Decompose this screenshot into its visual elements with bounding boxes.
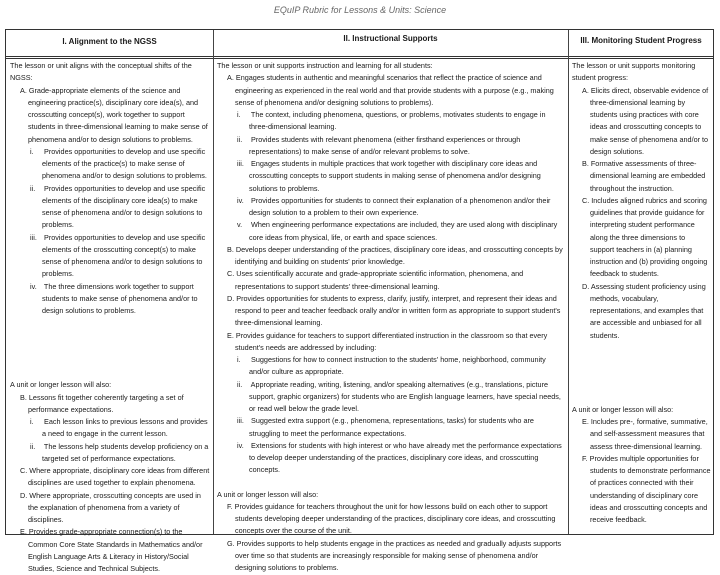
item-text: Engages students in multiple practices that work together with disciplinary core ideas and crosscutting concepts to support students in making sense of phenomena and/or designing solutions to problems. — [249, 159, 541, 193]
criterion-item — [225, 293, 565, 330]
criterion-item — [580, 158, 711, 195]
item-text: The context, including phenomena, questions, or problems, motivates students to engage in three-dimensional learning. — [249, 110, 546, 132]
item-label: ii. — [237, 134, 243, 144]
item-text: Includes aligned rubrics and scoring guidelines that provide guidance for interpreting student performance along the three dimensions to support teachers in (a) planning instruction and (b) providing ongoing feedback to students. — [590, 195, 708, 279]
item-text: Provides multiple opportunities for students to demonstrate performance of practices connected with their understanding of disciplinary core ideas and crosscutting concepts and receive feedback. — [589, 453, 711, 524]
item-text: Suggested extra support (e.g., phenomena, representations, tasks) for students who are struggling to meet the performance expectations. — [249, 416, 534, 438]
item-text: Includes pre-, formative, summative, and self-assessment measures that assess three-dimensional learning. — [590, 417, 708, 451]
item-text: The lesson or unit supports instruction and learning for all students: — [217, 61, 433, 70]
criterion-item — [237, 158, 565, 195]
item-text: Provides opportunities for students to connect their explanation of a phenomenon and/or their design solution to a problem to their own experience. — [249, 195, 551, 217]
criterion-item — [580, 453, 711, 527]
criterion-item — [237, 440, 565, 477]
criterion-item — [225, 501, 565, 538]
item-label: iv. — [30, 281, 37, 291]
item-label: i. — [30, 146, 34, 156]
item-text: Elicits direct, observable evidence of three-dimensional learning by students using practices with core ideas and crosscutting concepts to make sense of phenomena and/or to design solutions. — [590, 85, 709, 156]
item-label: F. — [227, 501, 233, 511]
item-label: D. — [227, 293, 235, 303]
item-label: iii. — [237, 159, 244, 168]
instructional-supports-column — [217, 60, 565, 574]
item-label: F. — [582, 453, 588, 463]
item-label: D. — [20, 490, 28, 500]
criterion-item — [18, 85, 210, 146]
item-text: Engages students in authentic and meaningful scenarios that reflect the practice of science and engineering as experienced in the real world and that provide students with a purpose (e.g., making sense of phenomena and/or designing solutions to problems). — [235, 73, 554, 107]
item-text: Provides supports to help students engage in the practices as needed and gradually adjusts supports over time so that students are increasingly responsible for making sense of phenomena and/or designing solutions to problems. — [235, 538, 562, 572]
item-label: ii. — [30, 441, 36, 451]
item-text: Provides students with relevant phenomena (either firsthand experiences or through representations) to make sense of and/or relevant problems to solve. — [249, 134, 521, 156]
item-label: A. — [20, 85, 27, 95]
item-text: Lessons fit together coherently targeting a set of performance expectations. — [28, 392, 184, 414]
alignment-column — [10, 60, 210, 575]
item-text: Assessing student proficiency using methods, vocabulary, representations, and examples that are accessible and unbiased for all students. — [590, 281, 706, 340]
item-label: iv. — [237, 440, 244, 450]
criterion-item — [18, 526, 210, 575]
criterion-item — [225, 330, 565, 355]
criterion-item — [237, 379, 565, 416]
item-text: Each lesson links to previous lessons and provides a need to engage in the current lesson. — [42, 417, 208, 439]
item-label: i. — [30, 417, 34, 426]
criterion-item — [580, 416, 711, 453]
item-text: Grade-appropriate elements of the science and engineering practice(s), disciplinary core idea(s), and crosscutting concept(s), work together to support students in three-dimensional learning to make sense of phenomena and/or to design solutions to problems. — [28, 85, 208, 144]
criterion-item — [237, 134, 565, 159]
item-label: E. — [227, 330, 234, 340]
item-text: Provides opportunities to develop and use specific elements of the disciplinary core idea(s) to make sense of phenomena and/or to design solutions to problems. — [42, 183, 206, 230]
column-divider — [213, 30, 214, 534]
rubric-table — [5, 29, 714, 573]
item-text: Provides guidance for teachers to support differentiated instruction in the classroom so that every student's needs are addressed by including: — [235, 330, 548, 352]
header-row — [6, 30, 713, 59]
item-label: ii. — [237, 379, 243, 389]
section-subheading — [10, 379, 210, 391]
criterion-item — [225, 538, 565, 575]
criterion-item — [225, 72, 565, 109]
header-monitoring-progress: III. Monitoring Student Progress — [580, 36, 702, 45]
item-text: Provides opportunities for students to express, clarify, justify, interpret, and represent their ideas and respond to peer and teacher feedback orally and/or in written form as appropriate to support student's three-dimensional learning. — [235, 293, 561, 328]
item-text: Suggestions for how to connect instruction to the students' home, neighborhood, community and/or culture as appropriate. — [249, 355, 546, 377]
column-divider — [568, 30, 569, 534]
section-intro — [217, 60, 565, 72]
document-title: EQuIP Rubric for Lessons & Units: Science — [273, 5, 447, 15]
item-label: v. — [237, 220, 243, 230]
criterion-item — [580, 195, 711, 281]
item-label: iii. — [30, 232, 37, 242]
criterion-item — [30, 183, 210, 232]
item-label: B. — [20, 392, 27, 402]
item-text: A unit or longer lesson will also: — [217, 489, 319, 499]
item-label: ii. — [30, 183, 36, 193]
section-subheading — [217, 489, 565, 501]
header-instructional-supports: II. Instructional Supports — [343, 34, 438, 43]
item-label: G. — [227, 538, 235, 548]
item-label: iv. — [237, 195, 244, 205]
item-label: C. — [20, 466, 28, 475]
criterion-item — [30, 441, 210, 466]
criterion-item — [18, 465, 210, 490]
criterion-item — [30, 281, 210, 318]
item-text: Provides grade-appropriate connection(s) to the Common Core State Standards in Mathematics and/or English Language Arts & Literacy in History/Social Studies, Science and Technical Subjects. — [28, 527, 203, 573]
criterion-item — [225, 268, 565, 293]
header-alignment: I. Alignment to the NGSS — [62, 37, 157, 46]
item-text: Provides guidance for teachers throughout the unit for how lessons build on each other to support students developing deeper understanding of the practices, disciplinary core ideas, and crosscutting concepts over the course of the unit. — [234, 501, 556, 536]
criterion-item — [30, 416, 210, 441]
criterion-item — [18, 392, 210, 417]
item-text: Where appropriate, disciplinary core ideas from different disciplines are used together to explain phenomena. — [28, 466, 210, 488]
section-intro — [10, 60, 210, 85]
criterion-item — [237, 109, 565, 134]
item-text: Develops deeper understanding of the practices, disciplinary core ideas, and crosscutting concepts by identifying and building on students' prior knowledge. — [235, 244, 563, 266]
item-text: Provides opportunities to develop and use specific elements of the practice(s) to make sense of phenomena and/or to design solutions to problems. — [42, 146, 207, 181]
item-label: D. — [582, 281, 590, 291]
item-text: Formative assessments of three-dimensional learning are embedded throughout the instruction. — [590, 159, 706, 193]
criterion-item — [237, 354, 565, 379]
item-text: The lesson or unit supports monitoring student progress: — [572, 61, 696, 83]
item-label: B. — [582, 159, 589, 168]
criterion-item — [580, 281, 711, 342]
criterion-item — [237, 195, 565, 220]
item-label: E. — [582, 417, 589, 426]
section-subheading — [572, 404, 711, 416]
monitoring-column — [572, 60, 711, 526]
criterion-item — [237, 219, 565, 244]
criterion-item — [30, 146, 210, 183]
criterion-item — [225, 244, 565, 269]
criterion-item — [580, 85, 711, 159]
item-text: Appropriate reading, writing, listening, and/or speaking alternatives (e.g., translations, picture support, graphic organizers) for students who are English language learners, have special needs, or read well below the grade level. — [249, 379, 561, 413]
item-label: i. — [237, 355, 241, 364]
item-text: The lesson or unit aligns with the conceptual shifts of the NGSS: — [10, 61, 192, 83]
item-text: The lessons help students develop proficiency on a targeted set of performance expectations. — [42, 441, 209, 463]
item-label: E. — [20, 527, 27, 537]
item-label: A. — [227, 73, 234, 83]
item-text: A unit or longer lesson will also: — [10, 380, 112, 390]
item-text: The three dimensions work together to support students to make sense of phenomena and/or to design solutions to problems. — [42, 281, 198, 315]
item-label: iii. — [237, 416, 244, 426]
section-intro — [572, 60, 711, 85]
item-label: C. — [582, 195, 590, 205]
criterion-item — [30, 232, 210, 281]
item-text: A unit or longer lesson will also: — [572, 404, 674, 414]
item-text: Uses scientifically accurate and grade-appropriate scientific information, phenomena, and representations to support students' three-dimensional learning. — [235, 269, 524, 291]
criterion-item — [237, 415, 565, 440]
criterion-item — [18, 490, 210, 527]
item-text: Where appropriate, crosscutting concepts are used in the explanation of phenomena from a variety of disciplines. — [28, 490, 201, 524]
item-label: A. — [582, 85, 589, 95]
item-label: i. — [237, 110, 241, 119]
item-text: When engineering performance expectations are included, they are used along with disciplinary core ideas from physical, life, or earth and space sciences. — [249, 220, 558, 242]
item-text: Extensions for students with high interest or who have already met the performance expectations to develop deeper understanding of the practices, disciplinary core ideas, and crosscutting concepts. — [249, 440, 562, 475]
item-label: B. — [227, 244, 234, 254]
item-label: C. — [227, 269, 235, 279]
item-text: Provides opportunities to develop and use specific elements of the crosscutting concept(s) to make sense of phenomena and/or to design solutions to problems. — [42, 232, 206, 279]
